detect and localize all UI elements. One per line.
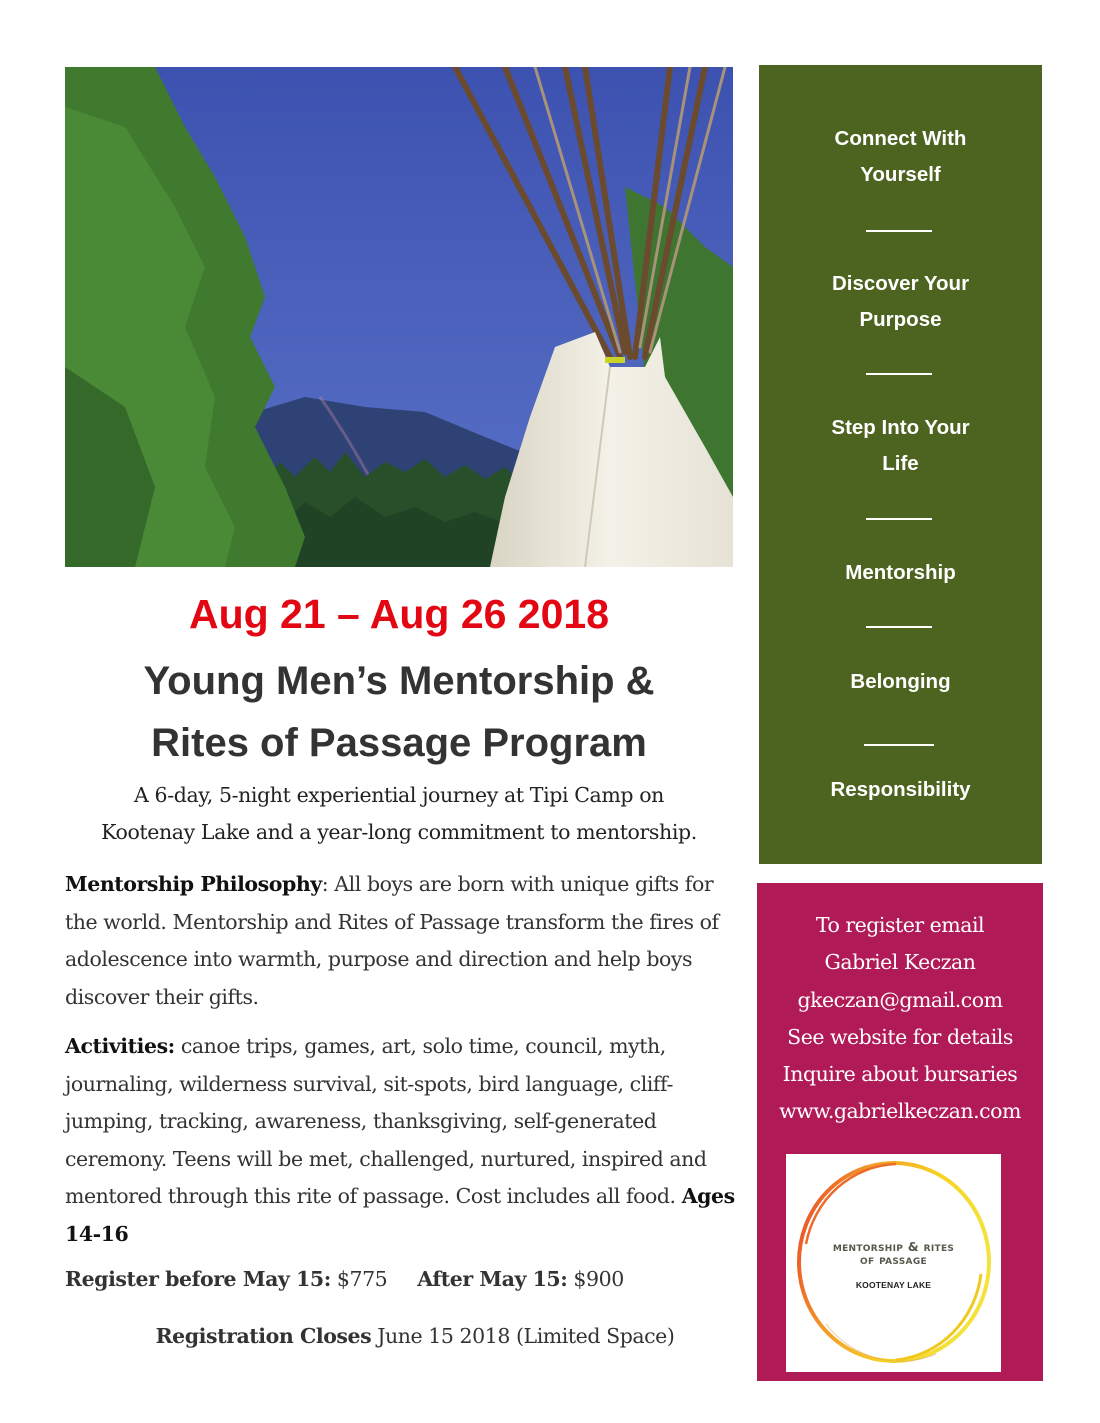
event-subtitle [58,777,740,851]
website-note: See website for details [787,1024,1013,1049]
event-dates: Aug 21 – Aug 26 2018 [188,591,610,637]
value-discover-your-purpose [759,266,1042,338]
value-step-into-your-life [759,410,1042,482]
logo-title-line: of passage [860,1252,927,1267]
closes-label: Registration Closes [155,1324,372,1348]
early-price-value: $775 [330,1267,388,1291]
hero-photo [65,67,733,567]
activities-paragraph [65,1028,735,1253]
value-belonging [759,664,1042,700]
closes-text: June 15 2018 (Limited Space) [371,1324,675,1348]
register-instruction: To register email [815,913,985,937]
value-connect-with-yourself [759,121,1042,193]
value-mentorship [759,555,1042,591]
value-line: Purpose [859,308,942,331]
value-line: Discover Your [831,272,970,295]
divider [864,744,934,746]
contact-panel [757,883,1043,1381]
value-line: Mentorship [845,561,956,584]
ages-label: Ages 14-16 [65,1184,735,1246]
philosophy-label: Mentorship Philosophy [65,872,322,896]
values-panel [759,65,1042,864]
pricing-line [65,1264,745,1294]
value-line: Belonging [850,670,951,693]
late-price-value: $900 [567,1267,624,1291]
late-price-label: After May 15: [417,1267,568,1291]
divider [866,518,932,520]
early-price-label: Register before May 15: [65,1267,331,1291]
value-line: Connect With [834,127,967,150]
value-line: Step Into Your [831,416,970,439]
tipi-landscape-image [65,67,733,567]
website-link[interactable]: www.gabrielkeczan.com [779,1099,1021,1124]
subtitle-line-2: Kootenay Lake and a year-long commitment to mentorship. [101,820,697,844]
logo-title-line: mentorship & rites [832,1239,955,1254]
philosophy-text: : All boys are born with unique gifts for the world. Mentorship and Rites of Passage transform the fires of adolescence into warmth, purpose and direction and help boys discover their gifts. [65,872,719,1009]
contact-email-link[interactable]: gkeczan@gmail.com [797,987,1003,1012]
divider [866,230,932,232]
philosophy-paragraph [65,866,735,1016]
title-line-2: Rites of Passage Program [151,721,647,765]
bursary-note: Inquire about bursaries [782,1062,1018,1087]
title-line-1: Young Men’s Mentorship & [143,659,655,703]
contact-name: Gabriel Keczan [824,950,976,975]
divider [866,373,932,375]
divider [866,626,932,628]
program-logo [786,1154,1001,1372]
value-line: Responsibility [830,778,971,801]
activities-text: canoe trips, games, art, solo time, council, myth, journaling, wilderness survival, sit-spots, bird language, cliff-jumping, tracking, awareness, thanksgiving, self-generated ceremony. Teens will be met, challenged, nurtured, inspired and mentored through this rite of passage. Cost includes all food. [65,1034,707,1208]
value-responsibility [759,772,1042,808]
logo-title [786,1240,1001,1266]
registration-closes [65,1321,745,1351]
contact-info [757,907,1043,1131]
subtitle-line-1: A 6-day, 5-night experiential journey at Tipi Camp on [134,783,664,807]
value-line: Life [882,452,919,475]
activities-label: Activities: [65,1034,175,1058]
value-line: Yourself [860,163,941,186]
page-title [65,650,733,774]
logo-location: KOOTENAY LAKE [855,1280,932,1290]
